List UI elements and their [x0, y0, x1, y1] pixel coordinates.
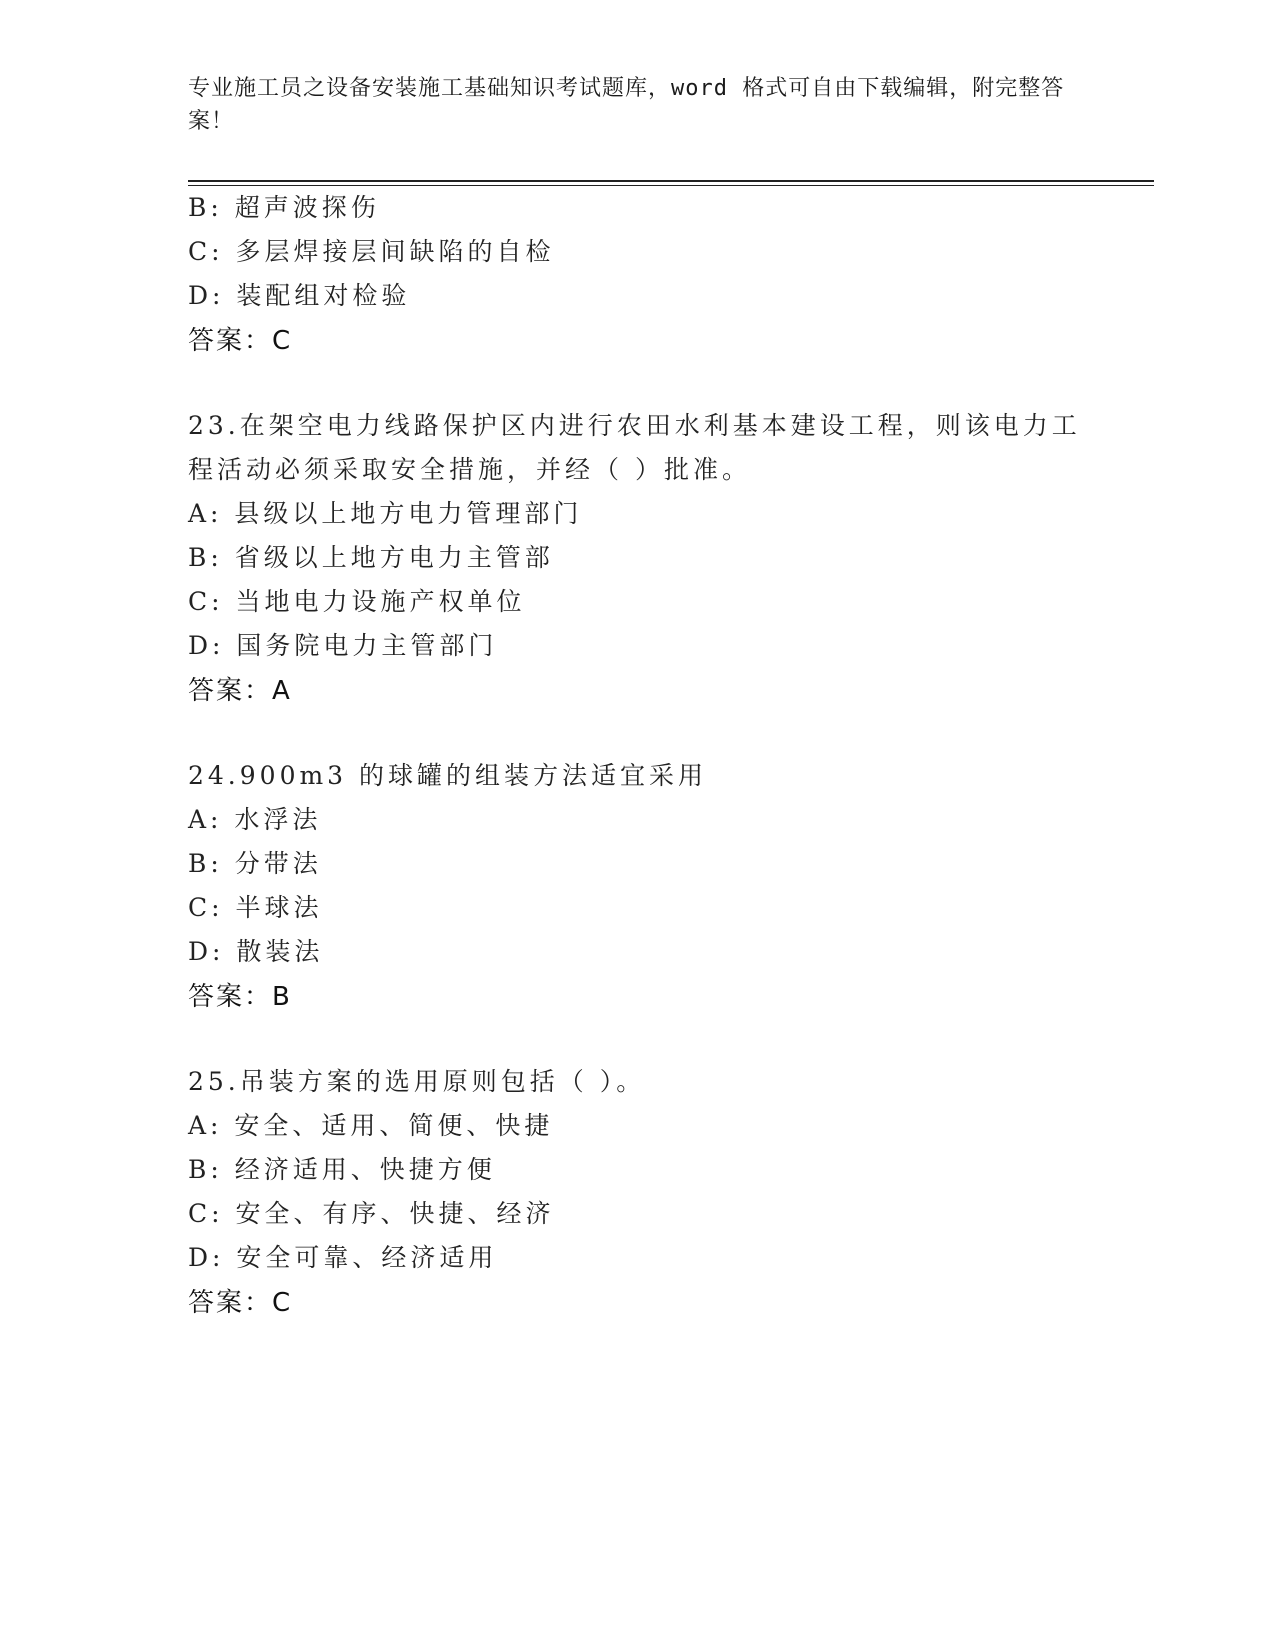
q25-option-b: B: 经济适用、快捷方便: [188, 1155, 496, 1184]
q23-option-d: D: 国务院电力主管部门: [188, 631, 498, 660]
q24-option-d: D: 散装法: [188, 937, 324, 966]
q25-option-a: A: 安全、适用、简便、快捷: [188, 1111, 554, 1140]
q24-option-a: A: 水浮法: [188, 805, 322, 834]
q25-answer: 答案：C: [188, 1288, 293, 1318]
q22-answer: 答案：C: [188, 326, 293, 356]
header-divider-thin: [188, 185, 1154, 186]
q24-option-c: C: 半球法: [188, 893, 323, 922]
document-header: 专业施工员之设备安装施工基础知识考试题库，word 格式可自由下载编辑，附完整答案！: [188, 76, 1065, 134]
q22-option-d: D: 装配组对检验: [188, 281, 411, 310]
q24-stem: 24.900m3 的球罐的组装方法适宜采用: [188, 761, 708, 790]
q24-option-b: B: 分带法: [188, 849, 322, 878]
q23-option-a: A: 县级以上地方电力管理部门: [188, 499, 583, 528]
q24-answer: 答案：B: [188, 982, 292, 1012]
q25-option-c: C: 安全、有序、快捷、经济: [188, 1199, 555, 1228]
q23-answer: 答案：A: [188, 676, 292, 706]
q23-stem-line1: 23.在架空电力线路保护区内进行农田水利基本建设工程，则该电力工: [188, 411, 1081, 440]
q23-option-c: C: 当地电力设施产权单位: [188, 587, 526, 616]
q25-stem: 25.吊装方案的选用原则包括（ ）。: [188, 1067, 646, 1096]
q25-option-d: D: 安全可靠、经济适用: [188, 1243, 498, 1272]
q23-option-b: B: 省级以上地方电力主管部: [188, 543, 554, 572]
q22-option-b: B: 超声波探伤: [188, 193, 380, 222]
q22-option-c: C: 多层焊接层间缺陷的自检: [188, 237, 555, 266]
header-divider-thick: [188, 180, 1154, 182]
q23-stem-line2: 程活动必须采取安全措施，并经（ ）批准。: [188, 455, 751, 484]
